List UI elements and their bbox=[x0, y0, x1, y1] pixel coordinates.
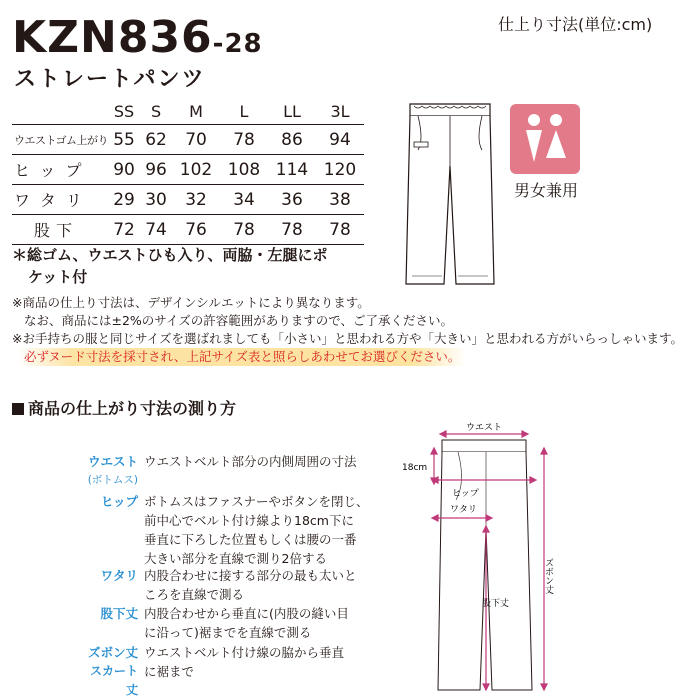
size-column-header: S bbox=[140, 98, 172, 125]
table-cell: 29 bbox=[108, 185, 140, 215]
row-label: ワタリ bbox=[12, 185, 108, 215]
table-cell: 34 bbox=[220, 185, 268, 215]
spec-note-line: ＊総ゴム、ウエストひも入り、両脇・左腿にポ bbox=[12, 246, 328, 264]
measurement-diagram bbox=[396, 418, 566, 698]
measurement-term bbox=[82, 566, 138, 585]
desc-line: 垂直に下ろした位置もしくは腰の一番 bbox=[144, 532, 357, 547]
table-cell: 32 bbox=[172, 185, 220, 215]
table-cell: 96 bbox=[140, 155, 172, 185]
table-cell: 114 bbox=[268, 155, 316, 185]
table-row bbox=[12, 185, 364, 215]
table-cell: 76 bbox=[172, 215, 220, 245]
measurement-desc bbox=[144, 452, 384, 471]
table-cell: 102 bbox=[172, 155, 220, 185]
square-bullet-icon bbox=[12, 403, 24, 415]
note-line: ※お手持ちの服と同じサイズを選ばれましても「小さい」と思われる方や「大きい」と思われる方がいらっしゃいます。 bbox=[12, 331, 683, 346]
spec-note bbox=[12, 244, 372, 288]
section-title-text: 商品の仕上がり寸法の測り方 bbox=[28, 399, 237, 418]
size-table-header-row bbox=[12, 98, 364, 125]
desc-line: に沿って)裾までを直線で測る bbox=[144, 625, 312, 640]
desc-line: 内股合わせに接する部分の最も太いと bbox=[144, 568, 357, 583]
notes bbox=[12, 294, 692, 366]
table-cell: 36 bbox=[268, 185, 316, 215]
size-column-header: LL bbox=[268, 98, 316, 125]
measurement-term bbox=[82, 492, 138, 511]
table-cell: 70 bbox=[172, 125, 220, 155]
unit-label: 仕上り寸法(単位:cm) bbox=[498, 15, 653, 34]
spec-note-line: ケット付 bbox=[28, 268, 88, 286]
table-cell: 90 bbox=[108, 155, 140, 185]
table-row bbox=[12, 155, 364, 185]
row-label: ウエストゴム上がり bbox=[12, 125, 108, 155]
product-code bbox=[12, 14, 263, 68]
table-cell: 72 bbox=[108, 215, 140, 245]
table-cell: 74 bbox=[140, 215, 172, 245]
table-cell: 108 bbox=[220, 155, 268, 185]
diagram-label-hip: ヒップ bbox=[452, 489, 479, 499]
table-cell: 120 bbox=[316, 155, 364, 185]
diagram-label-length: ズボン丈 bbox=[543, 558, 553, 594]
table-cell: 78 bbox=[316, 215, 364, 245]
term-label: 股下丈 bbox=[100, 606, 138, 621]
table-cell: 78 bbox=[220, 125, 268, 155]
term-label: ウエスト bbox=[87, 454, 138, 469]
section-title bbox=[12, 396, 236, 419]
desc-line: に裾まで bbox=[144, 664, 195, 679]
desc-line: ボトムスはファスナーやボタンを閉じ、 bbox=[144, 494, 369, 509]
product-code-main: KZN836 bbox=[12, 12, 213, 63]
term-label: ヒップ bbox=[100, 494, 138, 509]
measurement-item-thigh bbox=[82, 566, 382, 606]
measurement-term bbox=[82, 604, 138, 623]
measurement-desc bbox=[144, 643, 384, 681]
table-cell: 86 bbox=[268, 125, 316, 155]
measurement-item-hip bbox=[82, 492, 382, 572]
size-column-header: L bbox=[220, 98, 268, 125]
measurement-item-inseam bbox=[82, 604, 382, 644]
product-code-suffix: -28 bbox=[212, 29, 263, 59]
measurement-desc bbox=[144, 604, 384, 642]
size-column-header: M bbox=[172, 98, 220, 125]
highlight-note: 必ずヌード寸法を採寸され、上記サイズ表と照らしあわせてお選びください。 bbox=[18, 348, 466, 366]
measurement-item-length bbox=[82, 643, 382, 697]
measurement-desc bbox=[144, 566, 384, 604]
desc-line: ウエストベルト部分の内側周囲の寸法 bbox=[144, 454, 357, 469]
size-table-corner bbox=[12, 98, 108, 125]
table-cell: 30 bbox=[140, 185, 172, 215]
measurement-term bbox=[82, 452, 138, 490]
diagram-label-thigh: ワタリ bbox=[450, 505, 477, 515]
desc-line: 前中心でベルト付け線より18cm下に bbox=[144, 513, 354, 528]
pants-illustration bbox=[398, 96, 502, 292]
size-table bbox=[12, 98, 364, 245]
row-label: ヒップ bbox=[12, 155, 108, 185]
diagram-label-offset: 18cm bbox=[402, 463, 428, 473]
unisex-icon bbox=[510, 104, 580, 174]
measurement-desc bbox=[144, 492, 384, 568]
desc-line: ころを直線で測る bbox=[144, 587, 245, 602]
note-line: なお、商品には±2%のサイズの許容範囲がありますので、ご了承ください。 bbox=[24, 313, 454, 328]
measurement-item-waist bbox=[82, 452, 382, 490]
table-cell: 78 bbox=[268, 215, 316, 245]
size-column-header: SS bbox=[108, 98, 140, 125]
table-cell: 55 bbox=[108, 125, 140, 155]
diagram-label-inseam: 股下丈 bbox=[482, 599, 510, 609]
measurement-term bbox=[82, 643, 138, 700]
table-cell: 94 bbox=[316, 125, 364, 155]
table-row bbox=[12, 215, 364, 245]
table-row bbox=[12, 125, 364, 155]
product-name: ストレートパンツ bbox=[14, 67, 206, 92]
desc-line: 大きい部分を直線で測り2倍する bbox=[144, 551, 327, 566]
table-cell: 62 bbox=[140, 125, 172, 155]
size-column-header: 3L bbox=[316, 98, 364, 125]
unisex-label: 男女兼用 bbox=[513, 181, 578, 200]
term-label: ワタリ bbox=[100, 568, 138, 583]
note-line: ※商品の仕上り寸法は、デザインシルエットにより異なります。 bbox=[12, 295, 370, 310]
term-sub-label: スカート丈 bbox=[89, 664, 138, 697]
term-sub-label: (ボトムス) bbox=[87, 474, 138, 486]
diagram-label-waist: ウエスト bbox=[465, 423, 503, 433]
table-cell: 38 bbox=[316, 185, 364, 215]
term-label: ズボン丈 bbox=[87, 645, 138, 660]
desc-line: ウエストベルト付け線の脇から垂直 bbox=[144, 645, 345, 660]
unisex-badge bbox=[510, 104, 580, 174]
table-cell: 78 bbox=[220, 215, 268, 245]
desc-line: 内股合わせから垂直に(内股の縫い目 bbox=[144, 606, 349, 621]
row-label: 股下 bbox=[12, 215, 108, 245]
